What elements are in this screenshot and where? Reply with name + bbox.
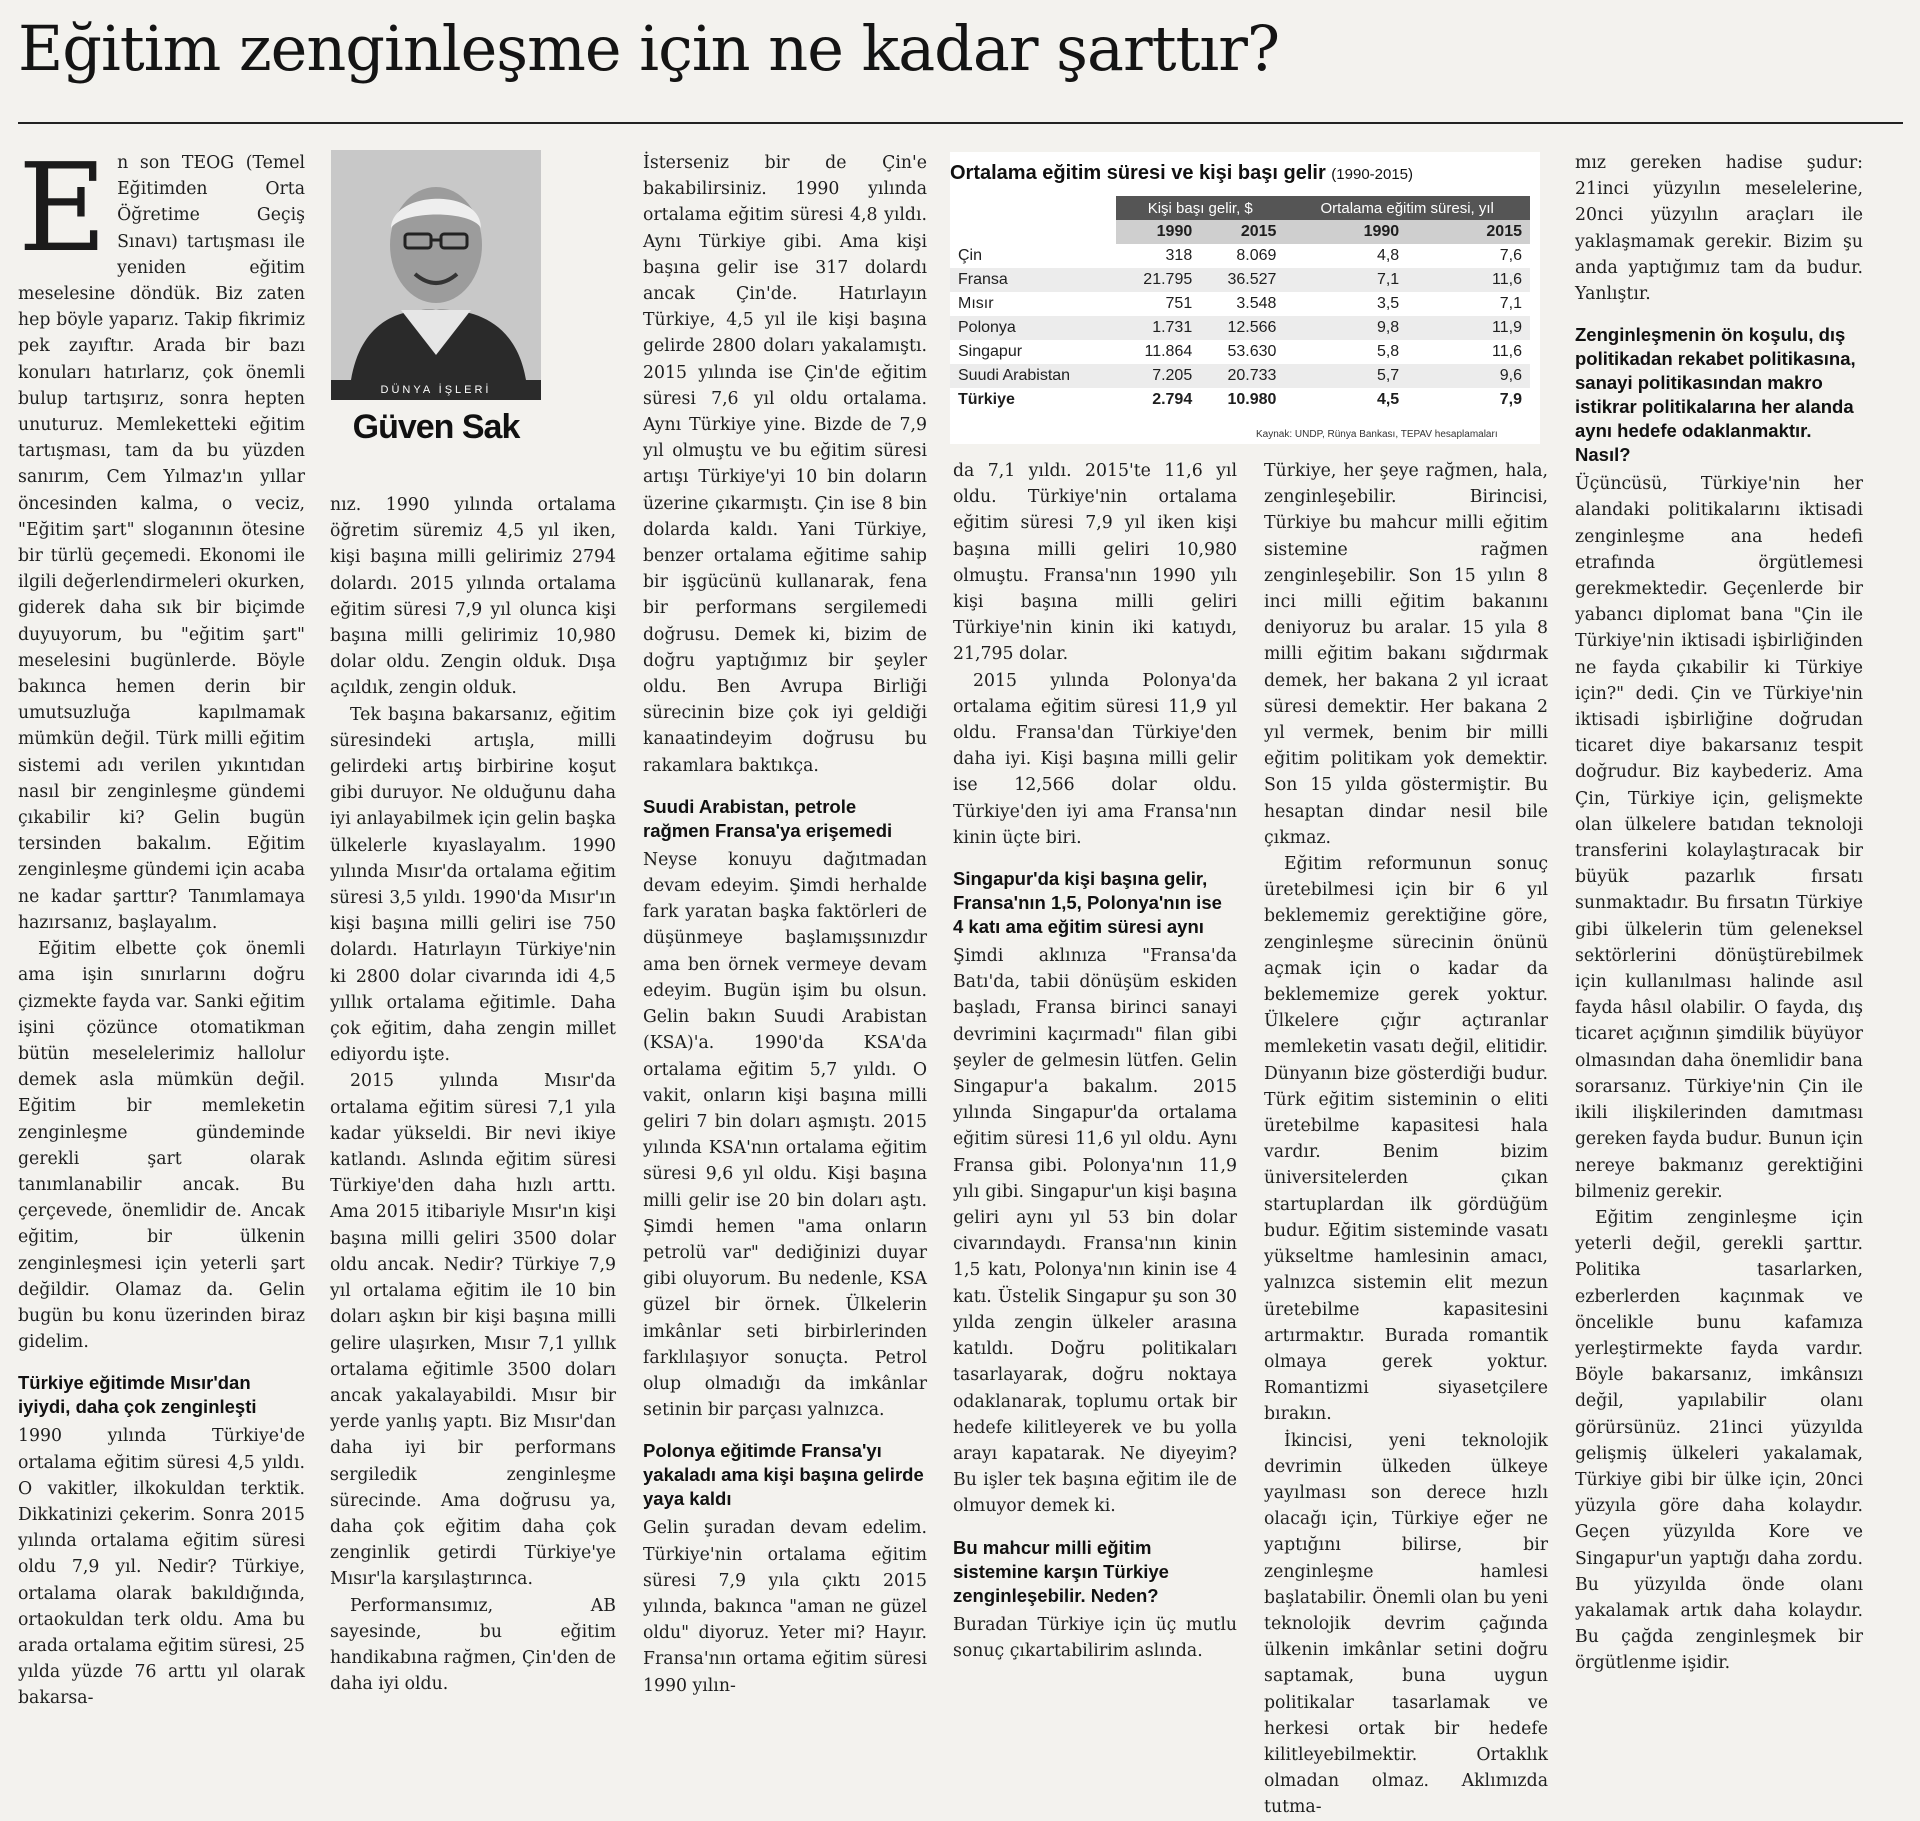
subheading: Zenginleşmenin ön koşulu, dış politikadan rekabet politikasına, sanayi politikasından makro istikrar politikalarına her alanda aynı hedefe odaklanmaktır. Nasıl?: [1575, 324, 1856, 466]
column-header: 1990: [1116, 220, 1200, 244]
subheading: Türkiye eğitimde Mısır'dan iyiydi, daha çok zenginleşti: [18, 1372, 257, 1418]
gdp-2015-cell: 53.630: [1227, 343, 1277, 360]
edu-2015-cell: 11,9: [1492, 319, 1522, 336]
paragraph: Üçüncüsü, Türkiye'nin her alandaki politikalarını iktisadi zenginleşme ana hedefi etrafında örgütlemesi gerekmektedir. Geçenlerde bir yabancı diplomat bana "Çin ile Türkiye'nin iktisadi işbirliğinden ne fayda çıkabilir ki Türkiye için?" dedi. Çin ve Türkiye'nin iktisadi işbirliğine doğrudan ticaret diye bakarsanız tespit doğrudur. Biz kaybederiz. Ama Çin, Türkiye için, gelişmekte olan ülkelere batıdan teknoloji transferini kolaylaştıracak bir büyük pazarlık fırsatı sunmaktadır. Bu fırsatın Türkiye gibi ülkelerin tüm geleneksel sektörlerini dönüştürebilmek için kullanılması halinde asıl fayda hâsıl olabilir. O fayda, dış ticaret açığının şimdilik büyüyor olmasından daha önemlidir bana sorarsanız. Türkiye'nin Çin ile ikili ilişkilerinden damıtması gereken fayda budur. Bunun için nereye bakmanız gerektiğini bilmeniz gerekir.: [1575, 474, 1863, 1202]
headline: Eğitim zenginleşme için ne kadar şarttır?: [18, 12, 1280, 85]
edu-2015-cell: 7,1: [1499, 295, 1522, 312]
data-table: [950, 196, 1530, 412]
paragraph: Neyse konuyu dağıtmadan devam edeyim. Şimdi herhalde fark yaratan başka faktörleri de düşünmeye başlamışsınızdır ama ben örnek vermeye devam edeyim. Bugün işim bu olsun. Gelin bakın Suudi Arabistan (KSA)'a. 1990'da KSA'da ortalama eğitim 5,7 yıldı. O vakit, onların kişi başına milli geliri 7 bin doları aşmıştı. 2015 yılında KSA'nın ortalama eğitim süresi 9,6 yıl oldu. Kişi başına milli gelir ise 20 bin doları aştı. Şimdi hemen "ama onların petrolü var" dediğinizi duyar gibi oluyorum. Bu nedenle, KSA güzel bir örnek. Ülkelerin imkânlar seti birbirlerinden farklılaşıyor sonuçta. Petrol olup olmadığı da imkânlar setinin bir parçası yalnızca.: [643, 849, 927, 1421]
table-row: [950, 292, 1530, 316]
paragraph: da 7,1 yıldı. 2015'te 11,6 yıl oldu. Türkiye'nin ortalama eğitim süresi 7,9 yıl iken kişi başına milli geliri 10,980 olmuştu. Fransa'nın 1990 yılı kişi başına milli geliri Türkiye'nin kinin iki katıydı, 21,795 dolar.: [953, 461, 1237, 665]
paragraph: Performansımız, AB sayesinde, bu eğitim handikabına rağmen, Çin'den de daha iyi oldu.: [330, 1595, 616, 1695]
country-cell: Türkiye: [958, 391, 1015, 408]
column-label: DÜNYA İŞLERİ: [331, 380, 541, 400]
column-4: [953, 458, 1237, 1664]
gdp-2015-cell: 8.069: [1236, 247, 1277, 264]
country-cell: Fransa: [958, 271, 1008, 288]
table-title: [950, 162, 1413, 185]
paragraph: Gelin şuradan devam edelim. Türkiye'nin ortalama eğitim süresi 7,9 yıla çıktı 2015 yılında, bakınca "aman ne güzel oldu" diyoruz. Yeter mi? Hayır. Fransa'nın ortama eğitim süresi 1990 yılın-: [643, 1518, 927, 1696]
edu-2015-cell: 11,6: [1492, 271, 1522, 288]
gdp-1990-cell: 318: [1165, 247, 1193, 264]
author-photo: [331, 150, 541, 380]
gdp-2015-cell: 20.733: [1227, 367, 1277, 384]
edu-1990-cell: 5,8: [1376, 343, 1400, 360]
column-5: [1264, 458, 1548, 1821]
column-header: 1990: [1284, 220, 1407, 244]
gdp-2015-cell: 36.527: [1227, 271, 1277, 288]
paragraph: Tek başına bakarsanız, eğitim süresindeki artışla, milli gelirdeki artış birbirine koşut gibi duruyor. Ne olduğunu daha iyi anlayabilmek için gelin başka ülkelerle kıyaslayalım. 1990 yılında Mısır'da ortalama eğitim süresi 3,5 yıldı. 1990'da Mısır'ın kişi başına milli geliri ise 750 dolardı. Hatırlayın Türkiye'nin ki 2800 dolar civarında idi 4,5 yıllık ortalama eğitimle. Daha çok eğitim, daha zengin millet ediyordu işte.: [330, 704, 616, 1066]
gdp-1990-cell: 21.795: [1143, 271, 1193, 288]
paragraph: İkincisi, yeni teknolojik devrimin ülkeden ülkeye yayılması son derece hızlı olacağı için, Türkiye eğer ne yaptığını bilirse, bir zenginleşme hamlesi başlatabilir. Önemli olan bu yeni teknolojik devrim çağında ülkenin imkânlar setini doğru saptamak, buna uygun politikalar tasarlamak ve herkesi ortak bir hedefe kilitleyebilmektir. Ortaklık olmadan olmaz. Aklımızda tutma-: [1264, 1430, 1548, 1818]
paragraph: mız gereken hadise şudur: 21inci yüzyılın meselelerine, 20nci yüzyılın araçları ile yaklaşmamak gerekir. Bizim şu anda yaptığımız tam da budur. Yanlıştır.: [1575, 153, 1863, 305]
paragraph: Eğitim reformunun sonuç üretebilmesi için bir 6 yıl beklememiz gerektiğine göre, zenginleşme sürecinin önünü açmak için o kadar da beklememize gerek yoktur. Ülkelere çığır açtıranlar memleketin vasatı değil, elitidir. Dünyanın bize gösterdiği budur. Türk eğitim sisteminin o eliti üretebilme kapasitesi hala vardır. Benim bizim üniversitelerden çıkan startuplardan ilk gördüğüm budur. Eğitim sisteminde vasatı yükseltme hamlesinin amacı, yalnızca sistemin elit mezun üretebilme kapasitesini artırmaktır. Burada romantik olmaya gerek yoktur. Romantizmi siyasetçilere bırakın.: [1264, 854, 1548, 1425]
table-row: [950, 316, 1530, 340]
table-row: [950, 268, 1530, 292]
paragraph: 1990 yılında Türkiye'de ortalama eğitim süresi 4,5 yıldı. O vakitler, ilkokuldan terktik. Dikkatinizi çekerim. Sonra 2015 yılında ortalama eğitim süresi oldu 7,9 yıl. Nedir? Türkiye, ortalama olarak bakıldığında, ortaokuldan terk oldu. Ama bu arada ortalama eğitim süresi, 25 yılda yüzde 76 arttı yıl olarak bakarsa-: [18, 1426, 305, 1709]
empty-header-cell: [950, 196, 1116, 220]
edu-2015-cell: 11,6: [1492, 343, 1522, 360]
country-cell: Singapur: [958, 343, 1023, 360]
country-cell: Polonya: [958, 319, 1016, 336]
column-2: [330, 492, 616, 1697]
group-header: Ortalama eğitim süresi, yıl: [1284, 196, 1530, 220]
table-row: [950, 340, 1530, 364]
country-cell: Çin: [958, 247, 983, 264]
gdp-2015-cell: 10.980: [1227, 391, 1277, 408]
subheading: Singapur'da kişi başına gelir, Fransa'nın 1,5, Polonya'nın ise 4 katı ama eğitim süresi aynı: [953, 868, 1222, 938]
gdp-2015-cell: 12.566: [1227, 319, 1277, 336]
table-title-years: (1990-2015): [1331, 166, 1414, 183]
edu-1990-cell: 5,7: [1376, 367, 1400, 384]
empty-header-cell: [950, 220, 1116, 244]
table-row-turkey: [950, 388, 1530, 412]
subheading: Polonya eğitimde Fransa'yı yakaladı ama kişi başına gelirde yaya kaldı: [643, 1440, 924, 1510]
paragraph: Buradan Türkiye için üç mutlu sonuç çıkartabilirim aslında.: [953, 1614, 1237, 1661]
country-cell: Suudi Arabistan: [958, 367, 1071, 384]
edu-1990-cell: 9,8: [1376, 319, 1400, 336]
gdp-2015-cell: 3.548: [1236, 295, 1277, 312]
paragraph: Eğitim elbette çok önemli ama işin sınırlarını doğru çizmekte fayda var. Sanki eğitim işini çözünce otomatikman bütün meselelerimiz hallolur demek asla mümkün değil. Eğitim bir memleketin zenginleşme gündeminde gerekli şart olarak tanımlanabilir ancak. Bu çerçevede, önemlidir de. Ancak eğitim, bir ülkenin zenginleşmesi için yeterli şart değildir. Olamaz da. Gelin bugün bu konu üzerinden biraz gidelim.: [18, 939, 305, 1353]
subheading: Bu mahcur milli eğitim sistemine karşın Türkiye zenginleşebilir. Neden?: [953, 1536, 1169, 1606]
gdp-1990-cell: 751: [1165, 295, 1193, 312]
edu-2015-cell: 9,6: [1499, 367, 1522, 384]
table-row: [950, 244, 1530, 268]
table-title-text: Ortalama eğitim süresi ve kişi başı gelir: [950, 162, 1326, 184]
country-cell: Mısır: [958, 295, 994, 312]
table-source: Kaynak: UNDP, Rünya Bankası, TEPAV hesaplamaları: [1256, 429, 1498, 440]
edu-1990-cell: 4,8: [1376, 247, 1400, 264]
gdp-1990-cell: 7.205: [1152, 367, 1193, 384]
gdp-1990-cell: 11.864: [1144, 343, 1193, 360]
edu-1990-cell: 3,5: [1376, 295, 1400, 312]
author-portrait-image: [331, 150, 541, 380]
paragraph: Eğitim zenginleşme için yeterli değil, gerekli şarttır. Politika tasarlarken, ezberlerden kaçınmak ve öncelikle bunu kafamıza yerleştirmekte fayda vardır. Böyle bakarsanız, imkânsızı değil, yapılabilir olanı görürsünüz. 21inci yüzyılda gelişmiş ülkeleri yakalamak, Türkiye gibi bir ülke için, 20nci yüzyıla göre daha kolaydır. Geçen yüzyılda Kore ve Singapur'un yaptığı daha zordu. Bu yüzyılda önde olanı yakalamak artık daha kolaydır. Bu çağda zenginleşmek bir örgütlenme işidir.: [1575, 1207, 1863, 1674]
edu-1990-cell: 7,1: [1376, 271, 1400, 288]
table-row: [950, 364, 1530, 388]
paragraph: Türkiye, her şeye rağmen, hala, zenginleşebilir. Birincisi, Türkiye bu mahcur milli eğitim sistemine rağmen zenginleşebilir. Son 15 yılın 8 inci milli eğitim bakanını deniyoruz bu aralar. 15 yıla 8 milli eğitim bakanı sığdırmak demek, her bakana 2 yıl icraat süresi demektir. Her bakana 2 yıl vermek, benim bir milli eğitim politikam yok demektir. Son 15 yılda göstermiştir. Bu hesaptan dindar nesil bile çıkmaz.: [1264, 461, 1548, 848]
column-header: 2015: [1407, 220, 1530, 244]
group-header: Kişi başı gelir, $: [1116, 196, 1284, 220]
author-name: Güven Sak: [352, 408, 520, 446]
paragraph: nız. 1990 yılında ortalama öğretim süremiz 4,5 yıl iken, kişi başına milli gelirimiz 2794 dolardı. 2015 yılında ortalama eğitim süresi 7,9 yıl olunca kişi başına milli gelirimiz 10,980 dolar oldu. Zengin olduk. Dışa açıldık, zengin olduk.: [330, 495, 616, 699]
column-3: [643, 150, 927, 1699]
paragraph: 2015 yılında Polonya'da ortalama eğitim süresi 11,9 yıl oldu. Fransa'dan Türkiye'den daha iyi. Kişi başına milli gelir ise 12,566 dolar oldu. Türkiye'den iyi ama Fransa'nın kinin üçte biri.: [953, 670, 1237, 848]
edu-2015-cell: 7,6: [1499, 247, 1522, 264]
top-rule: [18, 122, 1903, 124]
column-1: [18, 137, 305, 1712]
column-header: 2015: [1200, 220, 1284, 244]
column-6: [1575, 150, 1863, 1677]
gdp-1990-cell: 2.794: [1152, 391, 1193, 408]
paragraph: İsterseniz bir de Çin'e bakabilirsiniz. 1990 yılında ortalama eğitim süresi 4,8 yıldı. Aynı Türkiye gibi. Ama kişi başına gelir ise 317 dolardı ancak Çin'de. Hatırlayın Türkiye, 4,5 yıl ile kişi başına gelirde 2800 doları yakalamıştı. 2015 yılında ise Çin'de eğitim süresi 7,6 yıl oldu ortalama. Aynı Türkiye yine. Bizde de 7,9 yıl olmuştu ve bu eğitim süresi artışı Türkiye'yi 10 bin doların üzerine çıkarmıştı. Çin ise 8 bin dolarda kaldı. Yani Türkiye, benzer ortalama eğitime sahip bir işgücünü kullanarak, fena bir performans sergilemedi doğrusu. Demek ki, bizim de doğru yaptığımız bir şeyler oldu. Ben Avrupa Birliği sürecinin bize çok iyi geldiği kanaatindeyim doğrusu bu rakamlara baktıkça.: [643, 153, 927, 776]
gdp-1990-cell: 1.731: [1152, 319, 1193, 336]
dropcap: E: [18, 137, 108, 279]
paragraph: n son TEOG (Temel Eğitimden Orta Öğretime Geçiş Sınavı) tartışması ile yeniden eğitim meselesine döndük. Biz zaten hep böyle yaparız. Takip fikrimiz pek zayıftır. Arada bir bazı konuları hatırlarız, çok önemli bulup tartışırız, sonra hepten unuturuz. Memleketteki eğitim tartışması, tam da bu yüzden sanırım, Cem Yılmaz'ın yıllar öncesinden kalma, o veciz, "Eğitim şart" sloganının ötesine bir türlü geçemedi. Ekonomi ile ilgili değerlendirmeleri okurken, giderek daha sık bir biçimde duyuyorum, bu "eğitim şart" meselesini bugünlerde. Böyle bakınca hemen derin bir umutsuzluğa kapılmamak mümkün değil. Türk milli eğitim sistemi adı verilen yıkıntıdan nasıl bir zenginleşme gündemi çıkabilir ki? Gelin bugün tersinden bakalım. Eğitim zenginleşme gündemi için acaba ne kadar şarttır? Tanımlamaya hazırsanız, başlayalım.: [18, 153, 305, 933]
edu-2015-cell: 7,9: [1499, 391, 1522, 408]
paragraph: Şimdi aklınıza "Fransa'da Batı'da, tabii dönüşüm eskiden başladı, Fransa birinci sanayi devrimini kaçırmadı" filan gibi şeyler de gelmesin lütfen. Gelin Singapur'a bakalım. 2015 yılında Singapur'da ortalama eğitim süresi 11,6 yıl oldu. Aynı Fransa gibi. Polonya'nın 11,9 yılı gibi. Singapur'un kişi başına geliri aynı yıl 53 bin dolar civarındaydı. Fransa'nın kinin 1,5 katı, Polonya'nın kinin ise 4 katı. Üstelik Singapur şu son 30 yılda zengin ülkeler arasına katıldı. Doğru politikaları tasarlayarak, doğru noktaya odaklanarak, toplumu ortak bir hedefe kilitleyerek ve bu yolla arayı kapatarak. Ne diyeyim? Bu işler tek başına eğitim ile de olmuyor demek ki.: [953, 946, 1237, 1517]
edu-1990-cell: 4,5: [1376, 391, 1400, 408]
subheading: Suudi Arabistan, petrole rağmen Fransa'ya erişemedi: [643, 795, 893, 841]
paragraph: 2015 yılında Mısır'da ortalama eğitim süresi 7,1 yıla kadar yükseldi. Bir nevi ikiye katlandı. Aslında eğitim süresi Türkiye'den daha hızlı arttı. Ama 2015 itibariyle Mısır'ın kişi başına milli geliri 3500 dolar oldu ancak. Nedir? Türkiye 7,9 yıl ortalama eğitim ile 10 bin doları aşkın bir kişi başına milli gelire ulaşırken, Mısır 7,1 yıllık ortalama eğitimle 3500 doları ancak yakalayabildi. Mısır bir yerde yanlış yaptı. Biz Mısır'dan daha iyi bir performans sergiledik zenginleşme sürecinde. Ama doğrusu ya, daha çok eğitim daha çok zenginlik getirdi Türkiye'ye Mısır'la karşılaştırınca.: [330, 1071, 616, 1590]
